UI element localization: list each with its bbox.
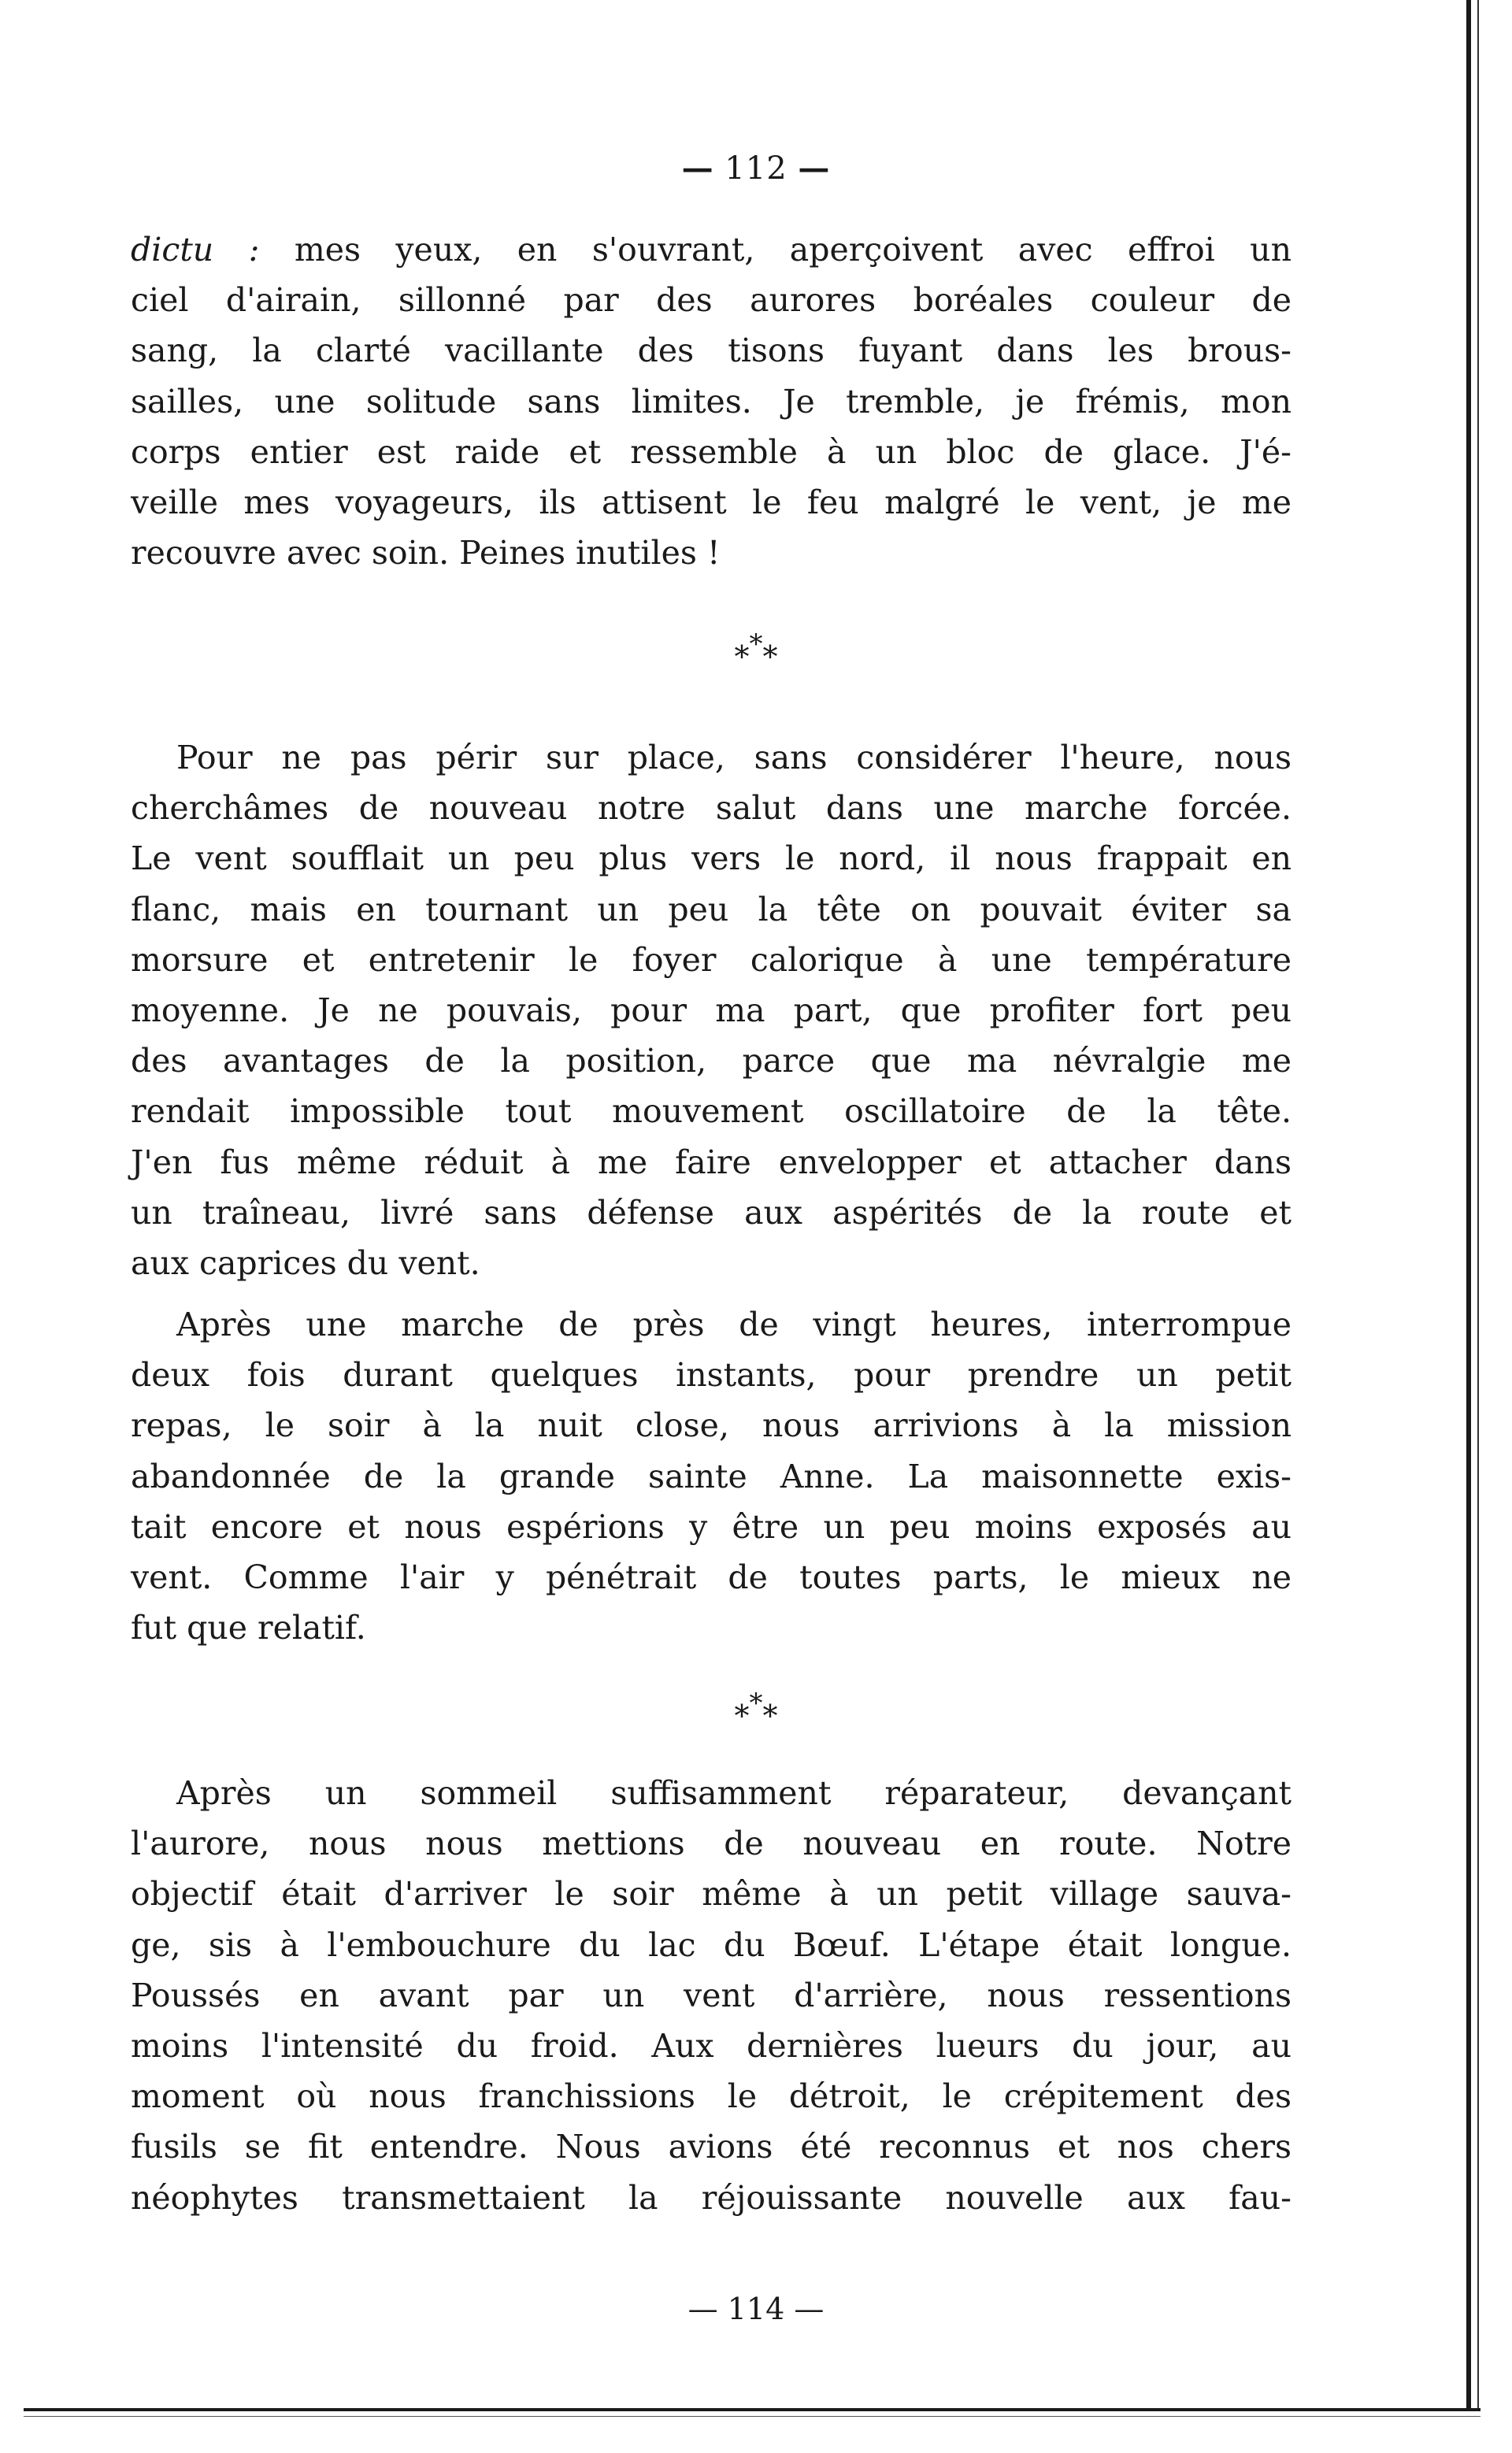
page-bottom-rule	[24, 2416, 1480, 2417]
text-line: Le vent soufflait un peu plus vers le nord, il nous frappait en	[131, 839, 1292, 878]
paragraph-1	[131, 224, 1292, 578]
asterism-separator: ***	[734, 1688, 778, 1733]
footer-left-dash: —	[687, 2292, 718, 2326]
text-line: néophytes transmettaient la réjouissante nouvelle aux fau-	[131, 2178, 1292, 2217]
text-line: cherchâmes de nouveau notre salut dans une marche forcée.	[131, 789, 1292, 828]
page-edge-rule	[1466, 0, 1471, 2410]
text-line: un traîneau, livré sans défense aux aspérités de la route et	[131, 1193, 1292, 1232]
text-line: vent. Comme l'air y pénétrait de toutes parts, le mieux ne	[131, 1558, 1292, 1596]
text-line: aux caprices du vent.	[131, 1243, 480, 1282]
text-line: Après un sommeil suffisamment réparateur, devançant	[176, 1774, 1292, 1812]
text-line: sailles, une solitude sans limites. Je tremble, je frémis, mon	[131, 382, 1292, 421]
text-line: ciel d'airain, sillonné par des aurores boréales couleur de	[131, 281, 1292, 320]
text-line: l'aurore, nous nous mettions de nouveau en route. Notre	[131, 1825, 1292, 1863]
text-line: abandonnée de la grande sainte Anne. La maisonnette exis-	[131, 1457, 1292, 1495]
page-number: 112	[724, 150, 788, 187]
asterism-separator: ***	[734, 628, 778, 674]
page-footer	[0, 2292, 1512, 2326]
text-line: objectif était d'arriver le soir même à un petit village sauva-	[131, 1875, 1292, 1914]
text-line: corps entier est raide et ressemble à un bloc de glace. J'é-	[131, 432, 1292, 471]
text-line: rendait impossible tout mouvement oscillatoire de la tête.	[131, 1092, 1292, 1131]
text-line: moins l'intensité du froid. Aux dernières lueurs du jour, au	[131, 2026, 1292, 2065]
paragraph-3	[131, 1299, 1292, 1653]
page-edge-rule	[1477, 0, 1479, 2410]
page-bottom-rule	[24, 2408, 1480, 2411]
header-right-dash: —	[798, 150, 831, 187]
header-left-dash: —	[681, 150, 714, 187]
text-line: Pour ne pas périr sur place, sans considérer l'heure, nous	[176, 739, 1292, 776]
text-line: tait encore et nous espérions y être un peu moins exposés au	[131, 1507, 1292, 1546]
text-line: Poussés en avant par un vent d'arrière, nous ressentions	[131, 1976, 1292, 2014]
text-line: deux fois durant quelques instants, pour prendre un petit	[131, 1356, 1292, 1395]
italic-word: dictu :	[131, 231, 260, 269]
text-line: morsure et entretenir le foyer calorique à une température	[131, 940, 1292, 979]
paragraph-2	[131, 732, 1292, 1288]
page-header	[0, 150, 1512, 187]
text-line: dictu : mes yeux, en s'ouvrant, aperçoivent avec effroi un	[131, 231, 1292, 269]
text-line: moyenne. Je ne pouvais, pour ma part, que profiter fort peu	[131, 991, 1292, 1029]
text-line: fut que relatif.	[131, 1609, 366, 1647]
text-line: sang, la clarté vacillante des tisons fuyant dans les brous-	[131, 332, 1292, 370]
text-line: des avantages de la position, parce que ma névralgie me	[131, 1042, 1292, 1080]
paragraph-4	[131, 1768, 1292, 2223]
text-line: veille mes voyageurs, ils attisent le feu malgré le vent, je me	[131, 483, 1292, 521]
text-line: fusils se fit entendre. Nous avions été reconnus et nos chers	[131, 2128, 1292, 2166]
text-line: J'en fus même réduit à me faire envelopper et attacher dans	[131, 1143, 1292, 1181]
footer-page-number: 114	[727, 2292, 785, 2326]
text-line: moment où nous franchissions le détroit, le crépitement des	[131, 2077, 1292, 2116]
footer-right-dash: —	[794, 2292, 825, 2326]
text-line: ge, sis à l'embouchure du lac du Bœuf. L'étape était longue.	[131, 1925, 1292, 1964]
text-line: repas, le soir à la nuit close, nous arrivions à la mission	[131, 1406, 1292, 1445]
text-line: flanc, mais en tournant un peu la tête on pouvait éviter sa	[131, 890, 1292, 928]
text-line: Après une marche de près de vingt heures, interrompue	[176, 1306, 1292, 1343]
text-line: recouvre avec soin. Peines inutiles !	[131, 534, 721, 572]
